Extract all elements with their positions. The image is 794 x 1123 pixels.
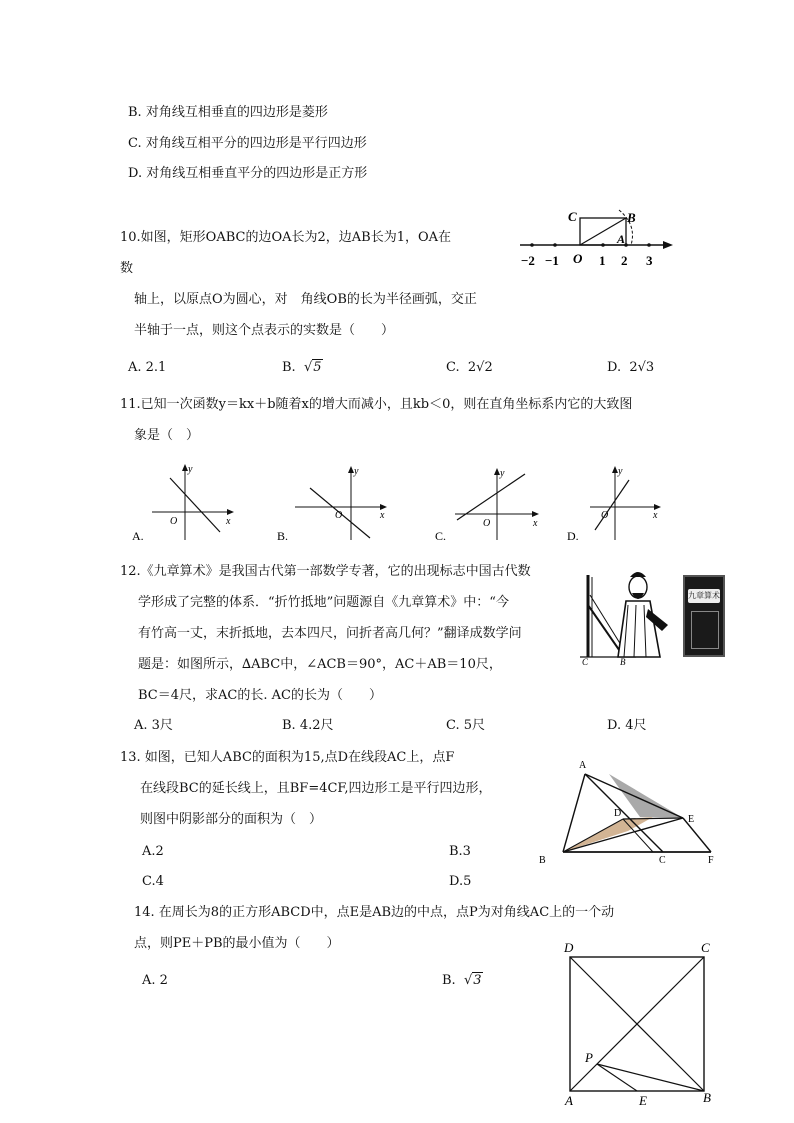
q10-tick-minus1: −1 bbox=[545, 253, 559, 268]
q9-option-d: D. 对角线互相垂直平分的四边形是正方形 bbox=[128, 166, 368, 181]
q14-option-b-label: B. bbox=[442, 973, 456, 988]
q13-option-d: D.5 bbox=[449, 874, 472, 889]
q14-option-a: A. 2 bbox=[142, 973, 168, 988]
q13-option-c: C.4 bbox=[142, 874, 164, 889]
q12-fig-label-c: C bbox=[582, 657, 589, 667]
q9-option-c: C. 对角线互相平分的四边形是平行四边形 bbox=[128, 136, 367, 151]
q12-stem-line5: BC＝4尺，求AC的长. AC的长为（ ） bbox=[138, 688, 382, 703]
q13-label-e: E bbox=[688, 814, 695, 825]
q12-option-c: C. 5尺 bbox=[446, 718, 486, 733]
q10-tick-3: 3 bbox=[646, 253, 653, 268]
q10-option-c-label: C. bbox=[446, 360, 460, 375]
q10-point-a: A bbox=[617, 232, 626, 246]
q11-b-origin: O bbox=[335, 510, 343, 521]
q10-stem-line2: 轴上，以原点O为圆心，对 角线OB的长为半径画弧，交正 bbox=[134, 292, 477, 307]
q13-stem-line1: 13. 如图，已知人ABC的面积为15,点D在线段AC上，点F bbox=[120, 750, 455, 765]
q10-option-c bbox=[446, 361, 493, 374]
q11-c-x-label: x bbox=[533, 518, 538, 529]
q11-d-x-label: x bbox=[653, 510, 658, 521]
q14-label-p: P bbox=[585, 1050, 593, 1065]
q11-option-c: C. bbox=[435, 529, 447, 543]
q10-option-d bbox=[607, 361, 654, 374]
q13-label-a: A bbox=[579, 760, 587, 771]
q13-label-b: B bbox=[539, 855, 546, 866]
q14-label-e: E bbox=[639, 1093, 647, 1108]
q10-stem-line3: 半轴于一点，则这个点表示的实数是（ ） bbox=[134, 323, 395, 338]
q14-label-d: D bbox=[564, 940, 574, 955]
q11-graph-a bbox=[130, 462, 240, 544]
q12-stem-line4: 题是：如图所示，∆ABC中，∠ACB＝90°，AC＋AB＝10尺， bbox=[138, 657, 502, 672]
q13-label-d: D bbox=[614, 808, 622, 819]
q11-graph-b bbox=[275, 462, 390, 544]
q14-label-a: A bbox=[565, 1093, 573, 1108]
q10-option-b-label: B. bbox=[282, 360, 296, 375]
q10-tick-2: 2 bbox=[621, 253, 628, 268]
q11-a-x-label: x bbox=[226, 516, 231, 527]
q13-stem-line2: 在线段BC的延长线上，且BF=4CF,四边形工是平行四边形， bbox=[140, 781, 492, 796]
q13-triangle-figure bbox=[535, 760, 725, 870]
q10-option-c-value: 2√2 bbox=[467, 360, 493, 375]
q14-stem-line2: 点，则PE＋PB的最小值为（ ） bbox=[134, 936, 340, 951]
q11-option-d: D. bbox=[567, 529, 579, 543]
q13-option-a: A.2 bbox=[142, 844, 164, 859]
q12-book-cover bbox=[683, 575, 725, 657]
q11-b-y-label: y bbox=[354, 466, 359, 477]
q10-option-d-value: 2√3 bbox=[629, 360, 655, 375]
q10-point-c: C bbox=[568, 209, 577, 224]
q12-option-b: B. 4.2尺 bbox=[282, 718, 334, 733]
q14-option-b: B. √3 bbox=[442, 973, 482, 988]
q12-stem-line2: 学形成了完整的体系．“折竹抵地”问题源自《九章算术》中：“今 bbox=[138, 595, 509, 610]
q11-stem-line1: 11.已知一次函数y＝kx＋b随着x的增大而减小，且kb＜0，则在直角坐标系内它的大致图 bbox=[120, 397, 633, 412]
q11-b-x-label: x bbox=[380, 510, 385, 521]
q11-c-origin: O bbox=[483, 518, 491, 529]
q11-a-y-label: y bbox=[188, 464, 193, 475]
q14-label-c: C bbox=[701, 940, 710, 955]
q13-option-b: B.3 bbox=[449, 844, 471, 859]
q12-bamboo-scholar-illustration bbox=[576, 565, 676, 665]
q10-origin-label: O bbox=[573, 251, 583, 266]
q10-option-b: B. √5 bbox=[282, 360, 322, 375]
q11-d-y-label: y bbox=[618, 466, 623, 477]
q10-point-b: B bbox=[627, 210, 636, 225]
q10-tick-minus2: −2 bbox=[521, 253, 535, 268]
q13-stem-line3: 则图中阴影部分的面积为（ ） bbox=[140, 812, 323, 827]
q9-option-b: B. 对角线互相垂直的四边形是菱形 bbox=[128, 105, 328, 120]
q11-option-a: A. bbox=[132, 529, 144, 543]
q10-tick-1: 1 bbox=[599, 253, 606, 268]
q12-option-a: A. 3尺 bbox=[134, 718, 173, 733]
q11-graph-c bbox=[433, 462, 548, 544]
q14-label-b: B bbox=[703, 1090, 711, 1105]
q10-stem-line1: 10.如图，矩形OABC的边OA长为2，边AB长为1，OA在 bbox=[120, 230, 452, 245]
q11-c-y-label: y bbox=[500, 468, 505, 479]
q12-stem-line1: 12.《九章算术》是我国古代第一部数学专著，它的出现标志中国古代数 bbox=[120, 564, 531, 579]
q11-option-b: B. bbox=[277, 529, 289, 543]
q12-book-pattern bbox=[691, 611, 719, 649]
q12-book-title: 九章算术 bbox=[688, 589, 720, 603]
q12-stem-line3: 有竹高一丈，末折抵地，去本四尺，问折者高几何？”翻译成数学问 bbox=[138, 626, 522, 641]
q14-square-figure bbox=[560, 940, 720, 1110]
q14-option-b-value: 3 bbox=[473, 973, 482, 988]
q13-label-f: F bbox=[708, 855, 714, 866]
q11-graph-d bbox=[565, 462, 670, 544]
q10-option-d-label: D. bbox=[607, 360, 622, 375]
q10-number-line-figure bbox=[515, 205, 680, 270]
q12-option-d: D. 4尺 bbox=[607, 718, 647, 733]
q11-d-origin: O bbox=[601, 510, 609, 521]
q11-stem-line2: 象是（ ） bbox=[134, 428, 200, 443]
q11-a-origin: O bbox=[170, 516, 178, 527]
q10-option-b-value: 5 bbox=[313, 360, 322, 375]
q13-label-c: C bbox=[659, 855, 666, 866]
q10-stem-line1b: 数 bbox=[120, 261, 134, 276]
q12-fig-label-b: B bbox=[620, 657, 626, 667]
q10-option-a: A. 2.1 bbox=[128, 360, 167, 375]
q14-stem-line1: 14. 在周长为8的正方形ABCD中，点E是AB边的中点，点P为对角线AC上的一个动 bbox=[134, 905, 615, 920]
